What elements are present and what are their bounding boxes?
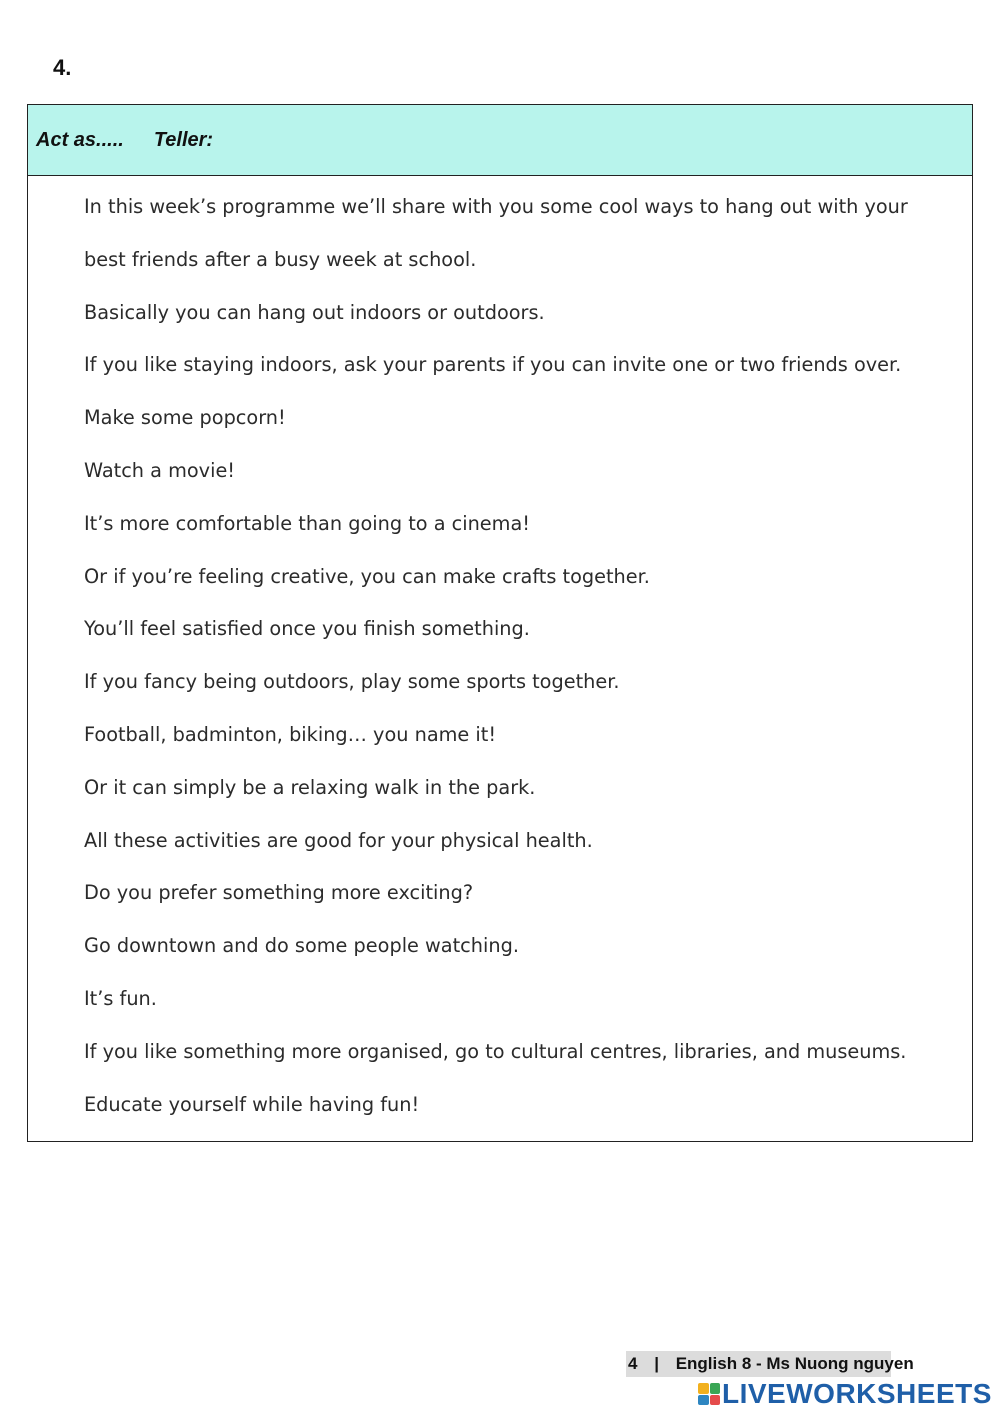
question-number: 4. bbox=[53, 55, 72, 80]
script-line: Make some popcorn! bbox=[84, 406, 286, 430]
script-box bbox=[27, 104, 973, 1142]
script-line: If you like staying indoors, ask your parents if you can invite one or two friends over. bbox=[84, 353, 902, 377]
script-line: You’ll feel satisfied once you finish something. bbox=[84, 617, 530, 641]
script-line: Watch a movie! bbox=[84, 458, 236, 482]
script-line: If you like something more organised, go to cultural centres, libraries, and museums. bbox=[84, 1039, 907, 1063]
role-header bbox=[28, 105, 972, 176]
script-line: Educate yourself while having fun! bbox=[84, 1092, 420, 1116]
page-number: 4 bbox=[628, 1354, 638, 1373]
course-title: English 8 - Ms Nuong nguyen bbox=[675, 1354, 914, 1373]
brand-name: LIVEWORKSHEETS bbox=[722, 1378, 992, 1409]
footer-separator: | bbox=[654, 1354, 659, 1373]
script-line: In this week’s programme we’ll share with you some cool ways to hang out with your bbox=[84, 195, 908, 218]
liveworksheets-brand[interactable] bbox=[698, 1378, 992, 1410]
script-line: Do you prefer something more exciting? bbox=[84, 881, 474, 905]
script-line: Football, badminton, biking… you name it! bbox=[84, 722, 497, 746]
role-label: Teller: bbox=[153, 128, 214, 151]
script-line: Go downtown and do some people watching. bbox=[84, 934, 519, 958]
script-line: best friends after a busy week at school. bbox=[84, 247, 477, 271]
page-footer bbox=[626, 1351, 914, 1377]
liveworksheets-logo-icon bbox=[698, 1383, 720, 1405]
act-as-label: Act as..... bbox=[36, 128, 124, 151]
script-line: Basically you can hang out indoors or outdoors. bbox=[84, 300, 545, 324]
script-line: It’s fun. bbox=[84, 986, 157, 1010]
script-line: All these activities are good for your physical health. bbox=[84, 828, 593, 852]
script-line: If you fancy being outdoors, play some sports together. bbox=[84, 670, 620, 694]
script-lines bbox=[84, 181, 968, 1131]
script-line: Or if you’re feeling creative, you can make crafts together. bbox=[84, 564, 650, 588]
script-line: It’s more comfortable than going to a cinema! bbox=[84, 511, 531, 535]
script-line: Or it can simply be a relaxing walk in the park. bbox=[84, 775, 536, 799]
